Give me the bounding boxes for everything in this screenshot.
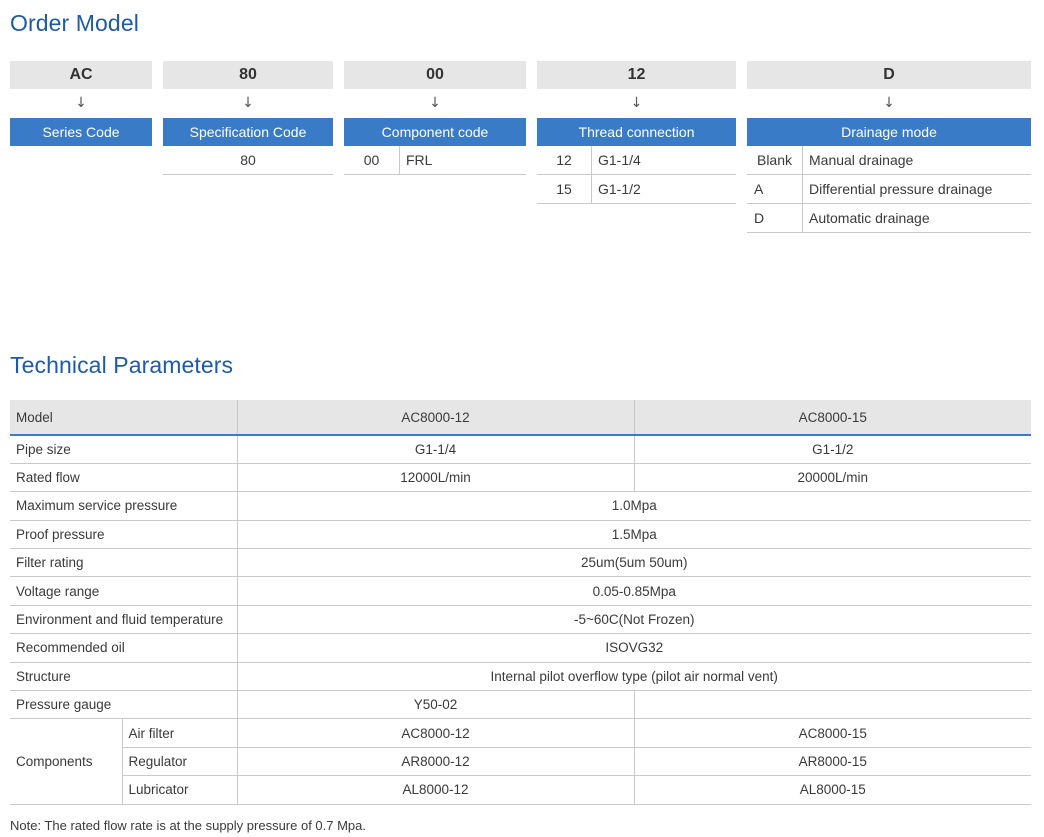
row-label: Voltage range [10,577,237,605]
row-value: 0.05-0.85Mpa [237,577,1031,605]
component-label: Regulator [122,747,237,775]
order-code: D [747,61,1031,89]
order-model-title: Order Model [10,10,139,36]
option-code: A [747,175,803,203]
option-code: Blank [747,146,803,174]
down-arrow-icon: ↓ [630,95,643,111]
option-desc: Automatic drainage [809,210,930,226]
row-value-ac8000-15 [634,691,1031,719]
row-value: -5~60C(Not Frozen) [237,605,1031,633]
order-option-row [747,175,1031,204]
table-row [10,492,1031,520]
components-label: Components [10,719,122,804]
order-column-component [344,61,526,175]
row-value-ac8000-15: 20000L/min [634,463,1031,491]
row-value-ac8000-12: 12000L/min [237,463,634,491]
order-column-drainage [747,61,1031,233]
order-option-row [537,175,736,204]
row-label: Pipe size [10,435,237,463]
order-column-specification [163,61,333,175]
model-header: Model [10,400,237,435]
table-row-component [10,719,1031,747]
order-header: Component code [344,118,526,146]
model-ac8000-12: AC8000-12 [237,400,634,435]
row-value-ac8000-12: Y50-02 [237,691,634,719]
row-value: 1.0Mpa [237,492,1031,520]
row-label: Rated flow [10,463,237,491]
option-code: D [747,204,803,232]
option-value: 80 [240,152,256,168]
table-row [10,605,1031,633]
component-label: Air filter [122,719,237,747]
option-desc: G1-1/2 [598,181,641,197]
row-label: Environment and fluid temperature [10,605,237,633]
down-arrow-icon: ↓ [429,95,441,111]
table-row-component [10,747,1031,775]
row-value: 25um(5um 50um) [237,549,1031,577]
row-value-ac8000-12: G1-1/4 [237,435,634,463]
table-row [10,520,1031,548]
component-label: Lubricator [122,776,237,804]
table-row [10,634,1031,662]
order-option-row [747,146,1031,175]
order-column-series [10,61,152,146]
component-value-ac8000-15: AR8000-15 [634,747,1031,775]
technical-parameters-table [10,400,1031,805]
component-value-ac8000-12: AL8000-12 [237,776,634,804]
component-value-ac8000-15: AL8000-15 [634,776,1031,804]
order-header: Series Code [10,118,152,146]
order-option-row [537,146,736,175]
footnote: Note: The rated flow rate is at the supply pressure of 0.7 Mpa. [10,818,367,833]
order-code: 12 [537,61,736,89]
option-desc: FRL [406,152,433,168]
component-value-ac8000-12: AC8000-12 [237,719,634,747]
table-row [10,549,1031,577]
order-code: AC [10,61,152,89]
option-desc: G1-1/4 [598,152,641,168]
technical-parameters-title: Technical Parameters [10,352,234,378]
row-value-ac8000-15: G1-1/2 [634,435,1031,463]
table-header-row [10,400,1031,435]
table-row [10,577,1031,605]
order-header: Specification Code [163,118,333,146]
option-desc: Differential pressure drainage [809,181,993,197]
row-value: ISOVG32 [237,634,1031,662]
order-column-thread [537,61,736,204]
order-option-row [163,146,333,175]
option-code: 12 [537,146,592,174]
order-header: Thread connection [537,118,736,146]
component-value-ac8000-12: AR8000-12 [237,747,634,775]
option-code: 00 [344,146,400,174]
row-value: 1.5Mpa [237,520,1031,548]
row-label: Pressure gauge [10,691,237,719]
model-ac8000-15: AC8000-15 [634,400,1031,435]
row-label: Filter rating [10,549,237,577]
order-option-row [747,204,1031,233]
option-desc: Manual drainage [809,152,914,168]
table-row-component [10,776,1031,804]
order-code: 80 [163,61,333,89]
down-arrow-icon: ↓ [242,95,254,111]
option-code: 15 [537,175,592,203]
table-row [10,463,1031,491]
order-code: 00 [344,61,526,89]
order-header: Drainage mode [747,118,1031,146]
table-row [10,662,1031,690]
table-row [10,435,1031,463]
down-arrow-icon: ↓ [883,95,895,111]
row-label: Proof pressure [10,520,237,548]
row-label: Structure [10,662,237,690]
order-option-row [344,146,526,175]
table-row [10,691,1031,719]
row-label: Maximum service pressure [10,492,237,520]
row-label: Recommended oil [10,634,237,662]
component-value-ac8000-15: AC8000-15 [634,719,1031,747]
down-arrow-icon: ↓ [75,95,87,111]
row-value: Internal pilot overflow type (pilot air normal vent) [237,662,1031,690]
